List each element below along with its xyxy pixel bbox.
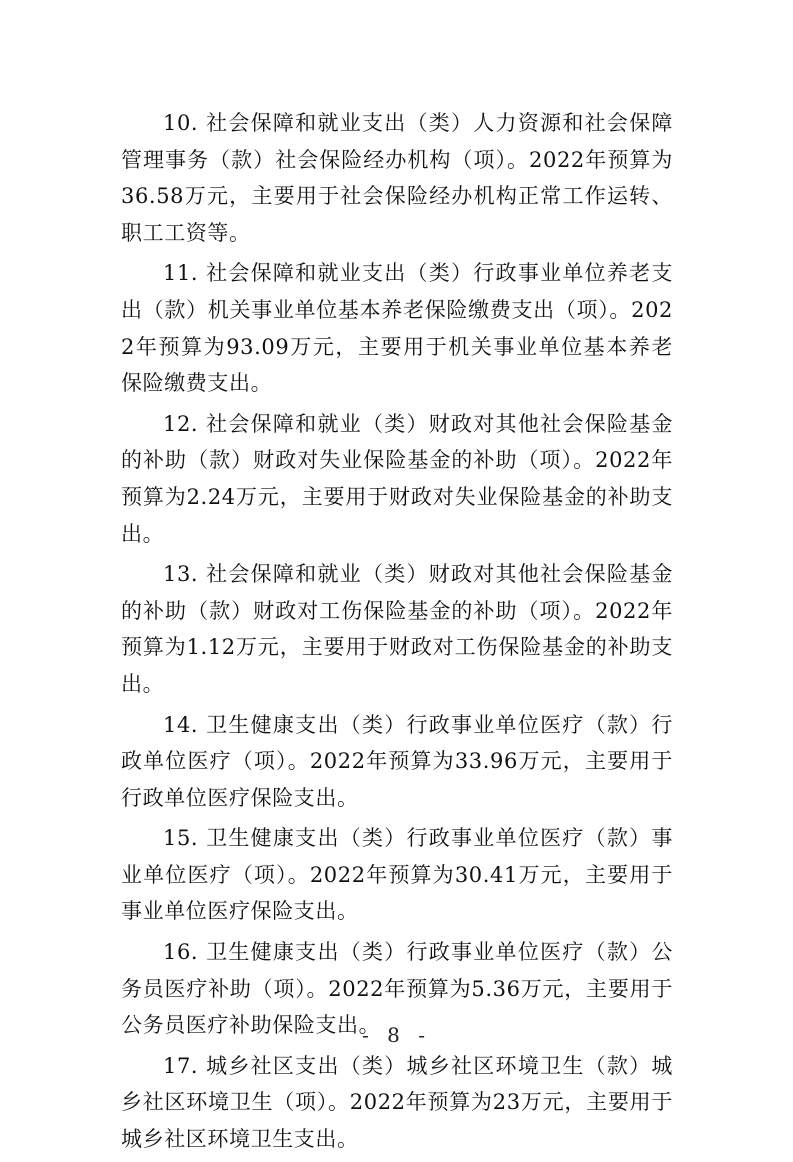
paragraph-item-11: 11. 社会保障和就业支出（类）行政事业单位养老支出（款）机关事业单位基本养老保险缴费支出（项）。2022年预算为93.09万元，主要用于机关事业单位基本养老保险缴费支出。	[121, 261, 673, 396]
paragraph-item-13: 13. 社会保障和就业（类）财政对其他社会保险基金的补助（款）财政对工伤保险基金的补助（项）。2022年预算为1.12万元，主要用于财政对工伤保险基金的补助支出。	[121, 562, 673, 696]
paragraph-item-12: 12. 社会保障和就业（类）财政对其他社会保险基金的补助（款）财政对失业保险基金的补助（项）。2022年预算为2.24万元，主要用于财政对失业保险基金的补助支出。	[121, 411, 673, 546]
document-body	[121, 105, 673, 1162]
paragraph-item-15: 15. 卫生健康支出（类）行政事业单位医疗（款）事业单位医疗（项）。2022年预算为30.41万元，主要用于事业单位医疗保险支出。	[121, 826, 673, 924]
paragraph-item-14: 14. 卫生健康支出（类）行政事业单位医疗（款）行政单位医疗（项）。2022年预算为33.96万元，主要用于行政单位医疗保险支出。	[121, 712, 673, 810]
page-number: - 8 -	[362, 1023, 431, 1047]
paragraph-item-16: 16. 卫生健康支出（类）行政事业单位医疗（款）公务员医疗补助（项）。2022年预算为5.36万元，主要用于公务员医疗补助保险支出。	[121, 940, 673, 1038]
paragraph-item-17: 17. 城乡社区支出（类）城乡社区环境卫生（款）城乡社区环境卫生（项）。2022年预算为23万元，主要用于城乡社区环境卫生支出。	[121, 1053, 673, 1152]
paragraph-item-10: 10. 社会保障和就业支出（类）人力资源和社会保障管理事务（款）社会保险经办机构（项）。2022年预算为36.58万元，主要用于社会保险经办机构正常工作运转、职工工资等。	[121, 111, 673, 245]
